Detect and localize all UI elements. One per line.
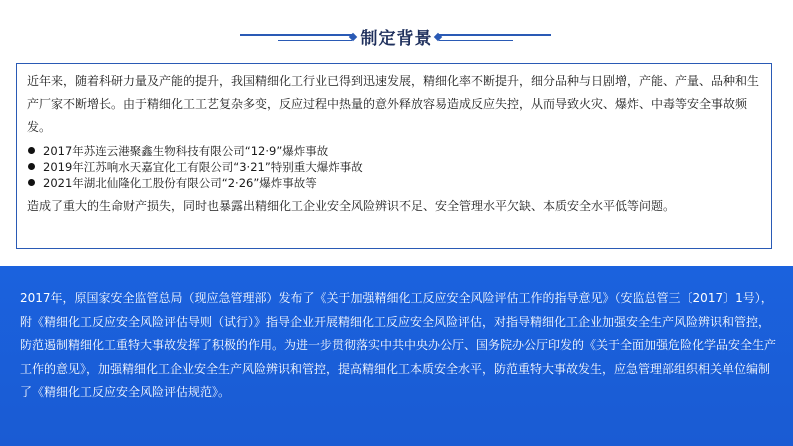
intro-paragraph: 近年来，随着科研力量及产能的提升，我国精细化工行业已得到迅速发展，精细化率不断提升，细分品种与日剧增，产能、产量、品种和生产厂家不断增长。由于精细化工工艺复杂多变，反应过程中热量的意外释放容易造成反应失控，从而导致火灾、爆炸、中毒等安全事故频发。	[27, 74, 760, 134]
list-item	[27, 175, 761, 191]
section-header	[0, 22, 793, 52]
page-title: 制定背景	[360, 29, 433, 49]
background-box	[16, 63, 772, 249]
list-item	[27, 159, 761, 175]
bullet-icon	[28, 179, 35, 186]
accident-list	[27, 143, 761, 191]
policy-text: 2017年，原国家安全监管总局（现应急管理部）发布了《关于加强精细化工反应安全风险评估工作的指导意见》（安监总管三〔2017〕1号），附《精细化工反应安全风险评估导则（试行）》指导企业开展精细化工反应安全风险评估，对指导精细化工企业加强安全生产风险辨识和管控，防范遏制精细化工重特大事故发挥了积极的作用。为进一步贯彻落实中共中央办公厅、国务院办公厅印发的《关于全面加强危险化学品安全生产工作的意见》，加强精细化工企业安全生产风险辨识和管控，提高精细化工本质安全水平，防范重特大事故发生，应急管理部组织相关单位编制了《精细化工反应安全风险评估规范》。	[20, 291, 777, 399]
policy-banner	[0, 266, 793, 446]
accident-text: 2019年江苏响水天嘉宜化工有限公司“3·21”特别重大爆炸事故	[43, 160, 363, 174]
accident-text: 2021年湖北仙隆化工股份有限公司“2·26”爆炸事故等	[43, 176, 317, 190]
background-content	[27, 70, 761, 218]
list-item	[27, 143, 761, 159]
bullet-icon	[28, 147, 35, 154]
bullet-icon	[28, 163, 35, 170]
conclusion-paragraph: 造成了重大的生命财产损失，同时也暴露出精细化工企业安全风险辨识不足、安全管理水平欠缺、本质安全水平低等问题。	[27, 199, 676, 213]
accident-text: 2017年苏连云港聚鑫生物科技有限公司“12·9”爆炸事故	[43, 144, 329, 158]
right-decoration	[433, 22, 557, 52]
